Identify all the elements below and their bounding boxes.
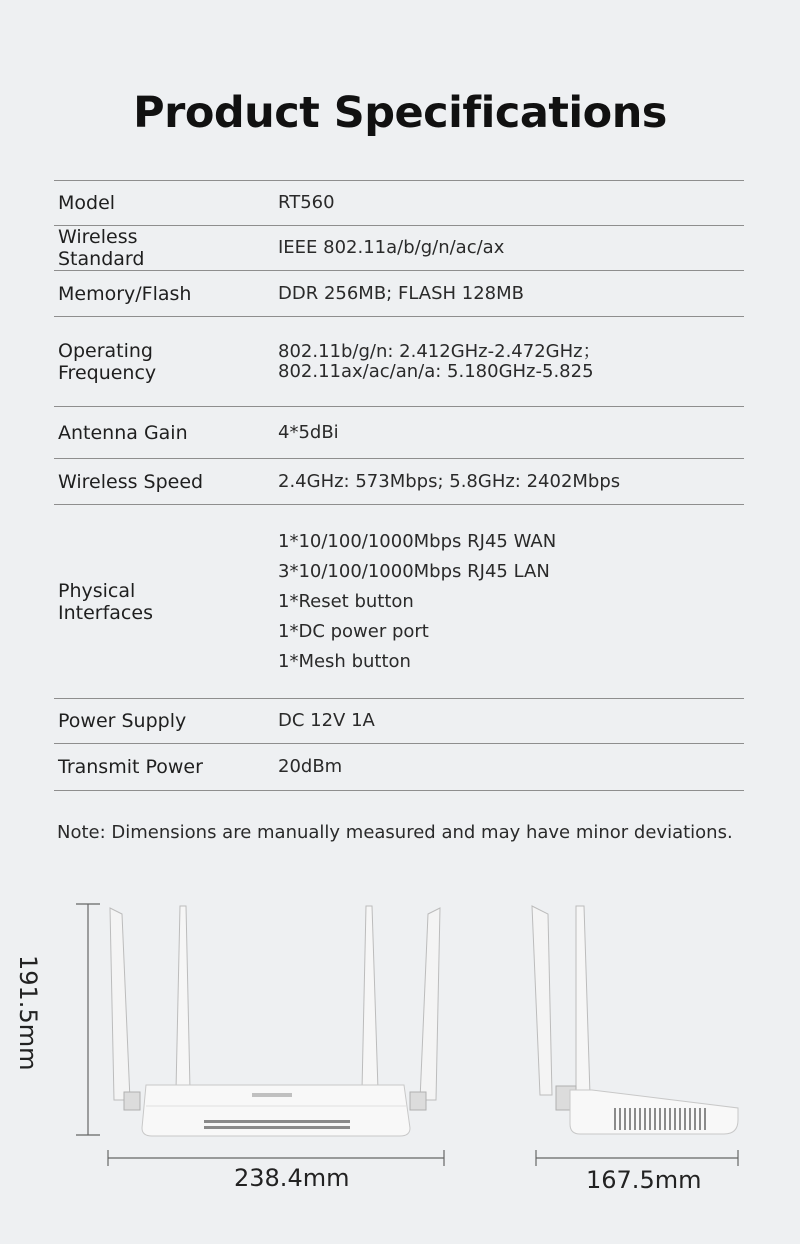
depth-dimension-line: [536, 1150, 738, 1166]
spec-value: RT560: [278, 192, 335, 213]
dimensions-note: Note: Dimensions are manually measured and may have minor deviations.: [57, 822, 733, 843]
label-line-1: Wireless: [58, 226, 138, 248]
router-side-view: [532, 906, 738, 1134]
spec-label: Antenna Gain: [58, 421, 188, 444]
spec-label: [54, 340, 278, 384]
spec-row-model: [54, 181, 744, 226]
spec-row-operating-frequency: [54, 317, 744, 407]
depth-dimension-label: 167.5mm: [586, 1166, 702, 1194]
label-line-1: Physical: [58, 579, 136, 602]
spec-row-wireless-standard: [54, 226, 744, 271]
router-front-view: [110, 906, 440, 1136]
spec-value: 4*5dBi: [278, 421, 339, 443]
width-dimension-label: 238.4mm: [234, 1164, 350, 1192]
label-line-2: Interfaces: [58, 601, 153, 624]
spec-row-memory-flash: [54, 271, 744, 317]
label-line-1: Operating: [58, 339, 153, 362]
page-title: Product Specifications: [133, 88, 667, 138]
router-illustration: [0, 880, 800, 1210]
spec-label: Memory/Flash: [58, 282, 192, 305]
spec-row-physical-interfaces: [54, 505, 744, 699]
label-line-2: Standard: [58, 248, 145, 270]
spec-row-power-supply: [54, 699, 744, 744]
spec-table: [54, 180, 744, 791]
spec-row-wireless-speed: [54, 459, 744, 505]
spec-label: Model: [58, 192, 116, 214]
spec-value: 802.11b/g/n: 2.412GHz-2.472GHz； 802.11ax/ac/an/a: 5.180GHz-5.825: [278, 340, 601, 382]
spec-value: DC 12V 1A: [278, 710, 375, 731]
spec-value: DDR 256MB; FLASH 128MB: [278, 282, 524, 304]
spec-value: 20dBm: [278, 756, 343, 777]
spec-value: IEEE 802.11a/b/g/n/ac/ax: [278, 237, 505, 258]
spec-row-antenna-gain: [54, 407, 744, 459]
spec-label: Transmit Power: [58, 756, 203, 778]
spec-label: Wireless Speed: [58, 470, 204, 493]
spec-label: [54, 226, 278, 270]
spec-label: [54, 580, 278, 624]
spec-label: Power Supply: [58, 710, 187, 732]
height-dimension-line: [76, 904, 100, 1135]
height-dimension-label: 191.5mm: [14, 955, 42, 1071]
spec-value: 1*10/100/1000Mbps RJ45 WAN 3*10/100/1000Mbps RJ45 LAN 1*Reset button 1*DC power port 1*Mesh button: [278, 530, 557, 672]
spec-row-transmit-power: [54, 744, 744, 791]
spec-value: 2.4GHz: 573Mbps; 5.8GHz: 2402Mbps: [278, 470, 621, 492]
label-line-2: Frequency: [58, 361, 157, 384]
